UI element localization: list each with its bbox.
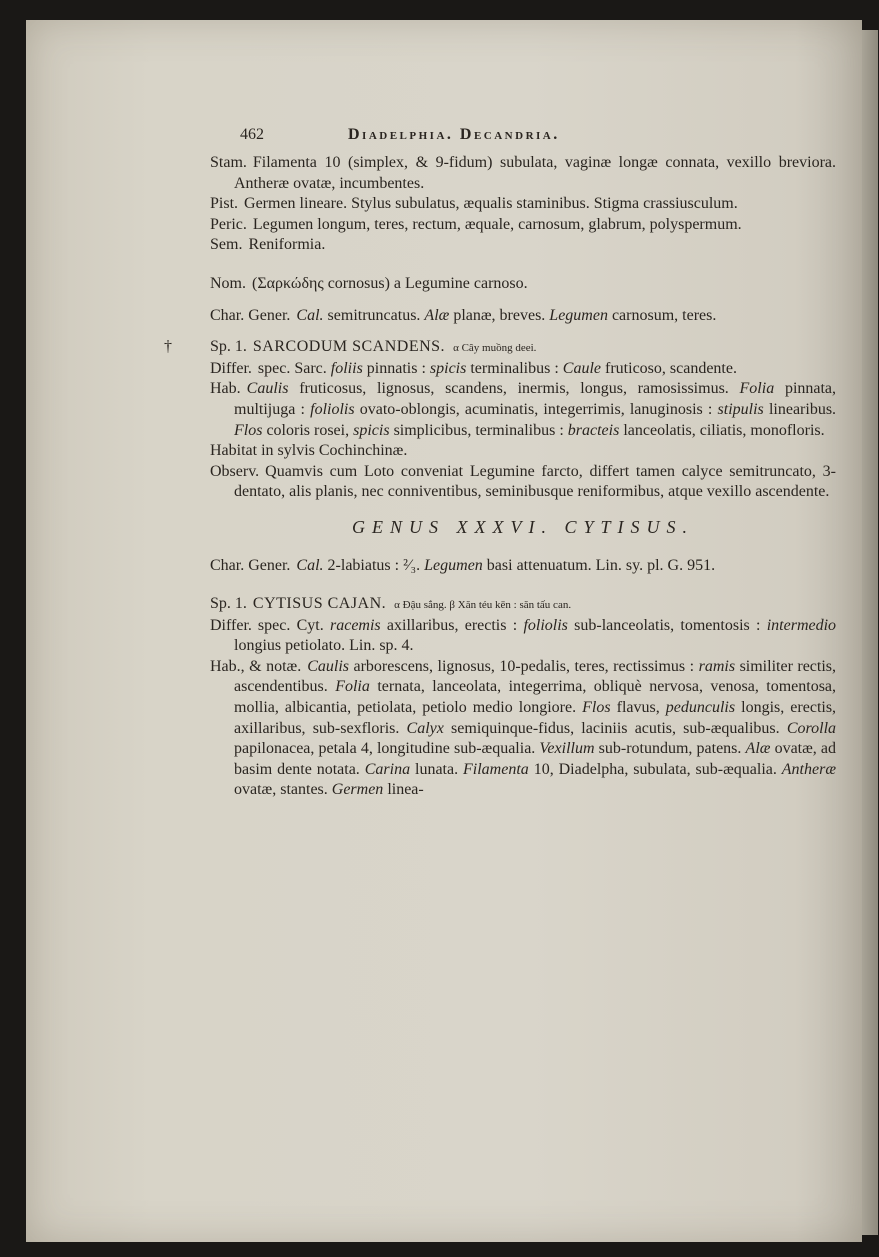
pist-paragraph: Pist. Germen lineare. Stylus subulatus, æqualis staminibus. Stigma crassiusculum. [210,195,738,213]
greek-word: Σαρκώδης [257,274,324,292]
differ-paragraph: Differ. spec. Sarc. foliis pinnatis : spicis terminalibus : Caule fruticoso, scandente. [210,359,737,377]
peric-paragraph: Peric. Legumen longum, teres, rectum, æquale, carnosum, glabrum, polyspermum. [210,215,742,233]
cytisus-species-heading: Sp. 1. CYTISUS CAJAN. α Đậu sắng. β Xăn téu kēn : săn tấu can. [210,595,572,613]
char-gener-paragraph: Char. Gener. Cal. semitruncatus. Alæ planæ, breves. Legumen carnosum, teres. [210,306,717,324]
cytisus-species-name: CYTISUS CAJAN. [252,595,387,613]
sem-paragraph: Sem. Reniformia. [210,236,326,254]
observ-paragraph: Observ. Quamvis cum Loto conveniat Legumine farcto, differt tamen calyce semitruncato, 3-dentato, alis planis, nec conniventibus, seminibusque reniformibus, atque vexillo ascendente. [210,462,836,501]
cytisus-differ-paragraph: Differ. spec. Cyt. racemis axillaribus, erectis : foliolis sub-lanceolatis, tomentosis : intermedio longius petiolato. Lin. sp. 4. [210,616,837,655]
cytisus-char-gener-paragraph: Char. Gener. Cal. 2-labiatus : ²⁄₃. Legumen basi attenuatum. Lin. sy. pl. G. 951. [210,556,716,574]
cytisus-vernacular-name: α Đậu sắng. β Xăn téu kēn : săn tấu can. [394,599,572,612]
species-name: SARCODUM SCANDENS. [252,338,446,356]
running-head [210,125,836,153]
habitat-paragraph: Habitat in sylvis Cochinchinæ. [210,442,408,460]
genus-heading: GENUS XXXVI. CYTISUS. [352,516,694,537]
hab-paragraph: Hab. Caulis fruticosus, lignosus, scandens, inermis, longus, ramosissimus. Folia pinnata, multijuga : foliolis ovato-oblongis, acuminatis, integerrimis, lanuginosis : stipulis linearibus. Flos coloris rosei, spicis simplicibus, terminalibus : bracteis lanceolatis, ciliatis, monofloris. [210,380,837,439]
cytisus-hab-paragraph: Hab., & notæ. Caulis arborescens, lignosus, 10-pedalis, teres, rectissimus : ramis similiter rectis, ascendentibus. Folia ternata, lanceolata, integerrima, obliquè nervosa, venosa, tomentosa, mollia, albicantia, petiolata, petiolo medio longiore. Flos flavus, pedunculis longis, erectis, axillaribus, sub-sexfloris. Calyx semiquinque-fidus, laciniis acutis, sub-æqualibus. Corolla papilonacea, petala 4, longitudine sub-æqualia. Vexillum sub-rotundum, patens. Alæ ovatæ, ad basim dente notata. Carina lunata. Filamenta 10, Diadelpha, subulata, sub-æqualia. Antheræ ovatæ, stantes. Germen linea- [210,657,837,799]
stam-paragraph: Stam. Filamenta 10 (simplex, & 9-fidum) subulata, vaginæ longæ connata, vexillo breviora. Antheræ ovatæ, incumbentes. [210,154,836,192]
species-heading: Sp. 1. SARCODUM SCANDENS. α Cây muồng deei. [210,338,537,356]
page-edge [862,30,878,1235]
nom-paragraph: Nom. (Σαρκώδης cornosus) a Legumine carnoso. [210,274,528,292]
page-text [210,125,836,801]
page-number: 462 [240,126,264,143]
running-title: Diadelphia. Decandria. [348,126,560,143]
vernacular-name: α Cây muồng deei. [453,342,537,355]
